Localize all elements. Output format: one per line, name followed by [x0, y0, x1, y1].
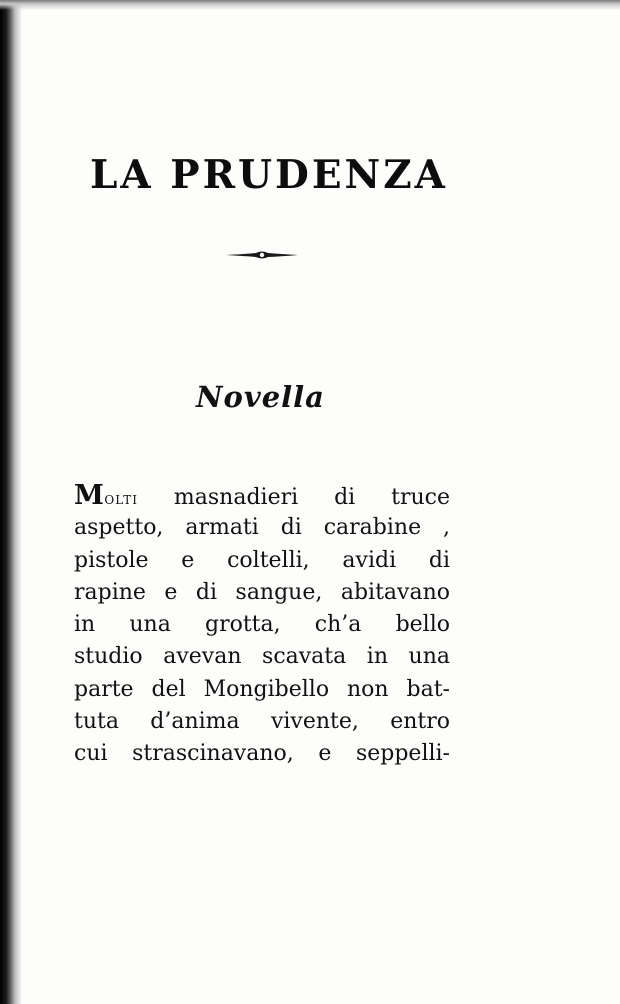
text-line-6: studio avevan scavata in una — [74, 644, 450, 670]
text-line-3: pistole e coltelli, avidi di — [74, 547, 450, 573]
page-binding-shadow — [0, 0, 22, 1004]
initial-word-rest: olti — [104, 489, 138, 509]
text-line-1 — [74, 480, 450, 512]
text-line-8: tuta d’anima vivente, entro — [74, 709, 450, 735]
initial-letter: M — [74, 480, 105, 511]
story-text — [74, 480, 450, 771]
text-line-1-rest: masnadieri di truce — [137, 485, 450, 510]
text-line-9: cui strascinavano, e seppelli- — [74, 741, 450, 767]
subtitle: Novella — [196, 380, 325, 414]
text-line-7: parte del Mongibello non bat- — [74, 676, 450, 702]
text-line-2: aspetto, armati di carabine , — [74, 515, 450, 541]
page-top-edge — [0, 0, 620, 10]
text-line-4: rapine e di sangue, abitavano — [74, 579, 450, 605]
text-line-5: in una grotta, ch’a bello — [74, 612, 450, 638]
ornament-divider-icon — [226, 248, 298, 262]
chapter-title: LA PRUDENZA — [90, 152, 448, 198]
